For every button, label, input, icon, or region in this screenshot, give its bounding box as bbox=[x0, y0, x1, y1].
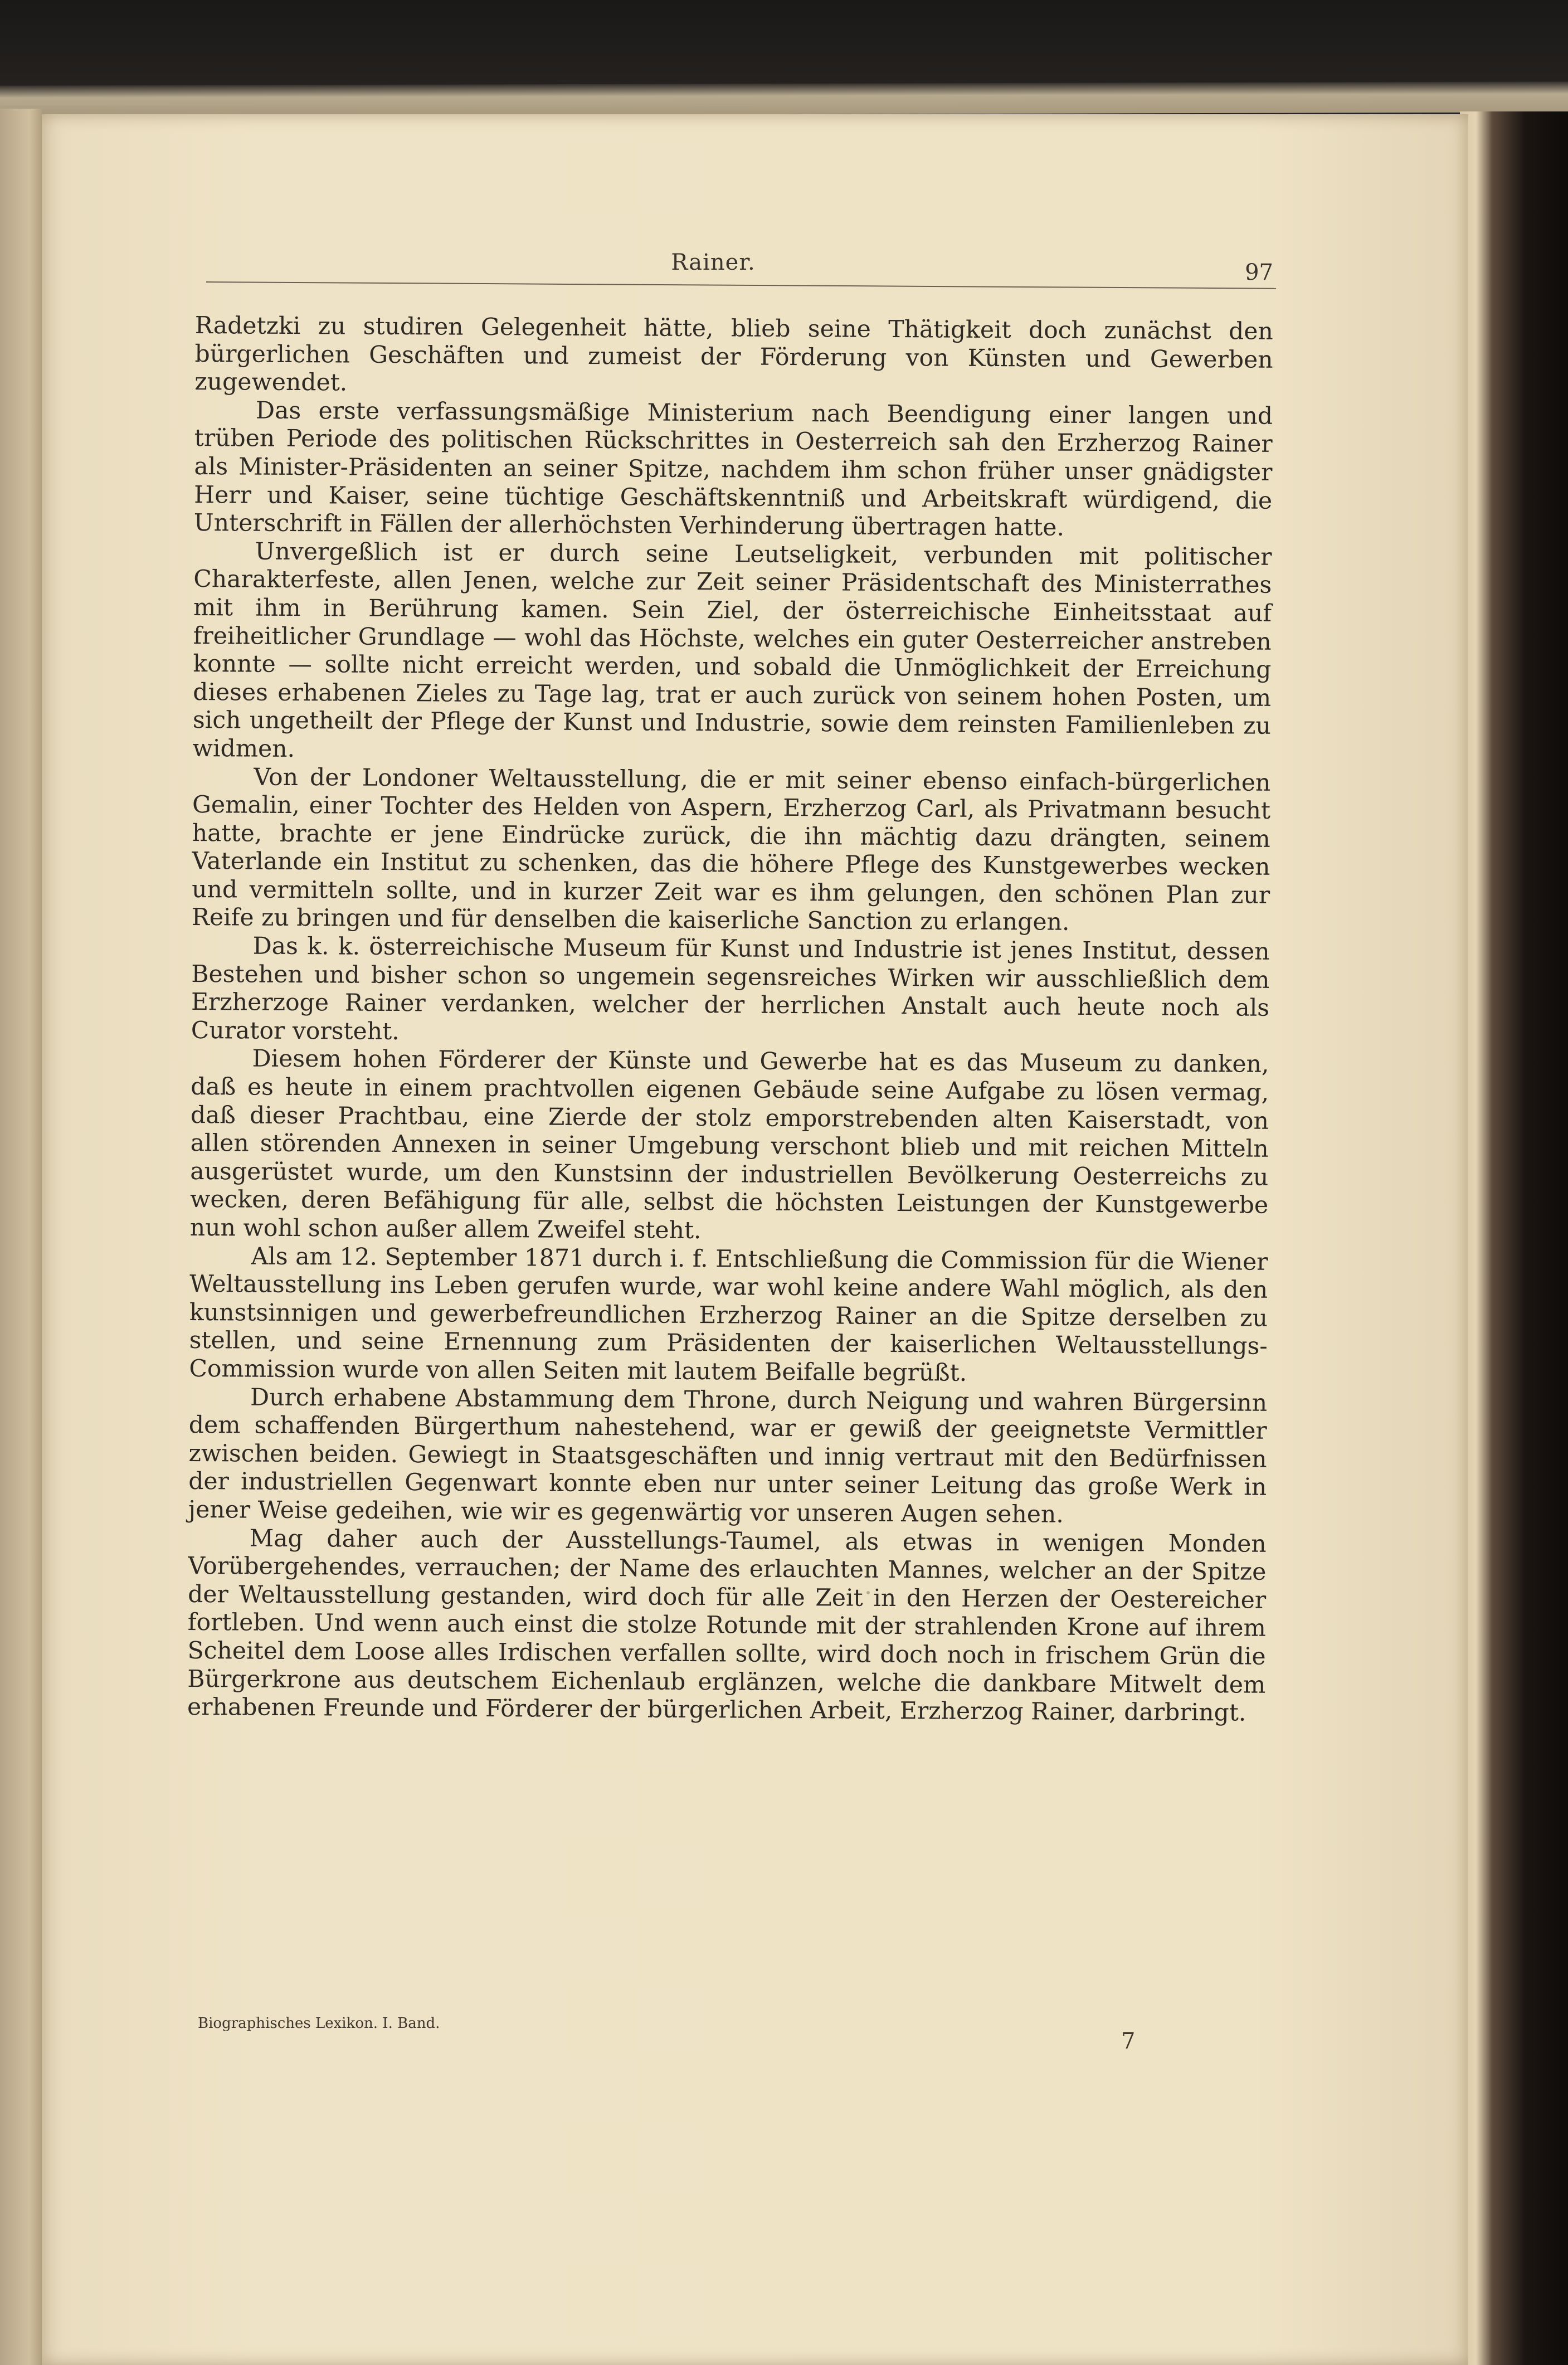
paragraph: Das k. k. österreichische Museum für Kunst und Industrie ist jenes Institut, dessen Bestehen und bisher schon so ungemein segensreiches Wirken wir ausschließlich dem Erzherzoge Rainer verdanken, welcher der herrlichen Anstalt auch heute noch als Curator vorsteht. bbox=[191, 932, 1270, 1045]
footer-book-title: Biographisches Lexikon. I. Band. bbox=[198, 2015, 440, 2032]
paragraph: Unvergeßlich ist er durch seine Leutseligkeit, verbunden mit politischer Charakterfeste, allen Jenen, welche zur Zeit seiner Präsidentschaft des Ministerrathes mit ihm in Berührung kamen. Sein Ziel, der österreichische Einheitsstaat auf freiheitlicher Grundlage — wohl das Höchste, welches ein guter Oesterreicher anstreben konnte — sollte nicht erreicht werden, und sobald die Unmöglichkeit der Erreichung dieses erhabenen Zieles zu Tage lag, trat er auch zurück von seinem hohen Posten, um sich ungetheilt der Pflege der Kunst und Industrie, sowie dem reinsten Familienleben zu widmen. bbox=[192, 538, 1272, 763]
paragraph: Diesem hohen Förderer der Künste und Gewerbe hat es das Museum zu danken, daß es heute in einem prachtvollen eigenen Gebäude seine Aufgabe zu lösen vermag, daß dieser Prachtbau, eine Zierde der stolz emporstrebenden alten Kaiserstadt, von allen störenden Annexen in seiner Umgebung verschont blieb und mit reichen Mitteln ausgerüstet wurde, um den Kunstsinn der industriellen Bevölkerung Oesterreichs zu wecken, deren Befähigung für alle, selbst die höchsten Leistungen der Kunstgewerbe nun wohl schon außer allem Zweifel steht. bbox=[189, 1045, 1269, 1245]
paragraph: Als am 12. September 1871 durch i. f. Entschließung die Commission für die Wiener Weltausstellung ins Leben gerufen wurde, war wohl keine andere Wahl möglich, als den kunstsinnigen und gewerbefreundlichen Erzherzog Rainer an die Spitze derselben zu stellen, und seine Ernennung zum Präsidenten der kaiserlichen Weltausstellungs-Commission wurde von allen Seiten mit lautem Beifalle begrüßt. bbox=[189, 1243, 1268, 1387]
page-number: 97 bbox=[1245, 260, 1273, 285]
paragraph: Von der Londoner Weltausstellung, die er mit seiner ebenso einfach-bürgerlichen Gemalin, einer Tochter des Helden von Aspern, Erzherzog Carl, als Privatmann besucht hatte, brachte er jene Eindrücke zurück, die ihn mächtig dazu drängten, seinem Vaterlande ein Institut zu schenken, das die höhere Pflege des Kunstgewerbes wecken und vermitteln sollte, und in kurzer Zeit war es ihm gelungen, den schönen Plan zur Reife zu bringen und für denselben die kaiserliche Sanction zu erlangen. bbox=[191, 763, 1271, 937]
signature-mark: 7 bbox=[1121, 2028, 1136, 2054]
body-text bbox=[187, 312, 1273, 1727]
paragraph: Radetzki zu studiren Gelegenheit hätte, blieb seine Thätigkeit doch zunächst den bürgerlichen Geschäften und zumeist der Förderung von Künsten und Gewerben zugewendet. bbox=[194, 312, 1273, 397]
book-right-edge bbox=[1460, 111, 1568, 2365]
left-page-edge bbox=[0, 109, 42, 2365]
paragraph: Durch erhabene Abstammung dem Throne, durch Neigung und wahren Bürgersinn dem schaffenden Bürgerthum nahestehend, war er gewiß der geeignetste Vermittler zwischen beiden. Gewiegt in Staatsgeschäften und innig vertraut mit den Bedürfnissen der industriellen Gegenwart konnte eben nur unter seiner Leitung das große Werk in jener Weise gedeihen, wie wir es gegenwärtig vor unseren Augen sehen. bbox=[188, 1384, 1268, 1529]
paragraph: Mag daher auch der Ausstellungs-Taumel, als etwas in wenigen Monden Vorübergehendes, verrauchen; der Name des erlauchten Mannes, welcher an der Spitze der Weltausstellung gestanden, wird doch für alle Zeit in den Herzen der Oestereicher fortleben. Und wenn auch einst die stolze Rotunde mit der strahlenden Krone auf ihrem Scheitel dem Loose alles Irdischen verfallen sollte, wird doch noch in frischem Grün die Bürgerkrone aus deutschem Eichenlaub erglänzen, welche die dankbare Mitwelt dem erhabenen Freunde und Förderer der bürgerlichen Arbeit, Erzherzog Rainer, darbringt. bbox=[187, 1525, 1267, 1727]
running-title: Rainer. bbox=[671, 250, 756, 275]
page-stack-top-edge bbox=[0, 81, 1568, 116]
paragraph: Das erste verfassungsmäßige Ministerium nach Beendigung einer langen und trüben Periode des politischen Rückschrittes in Oesterreich sah den Erzherzog Rainer als Minister-Präsidenten an seiner Spitze, nachdem ihm schon früher unser gnädigster Herr und Kaiser, seine tüchtige Geschäftskenntniß und Arbeitskraft würdigend, die Unterschrift in Fällen der allerhöchsten Verhinderung übertragen hatte. bbox=[193, 397, 1273, 542]
